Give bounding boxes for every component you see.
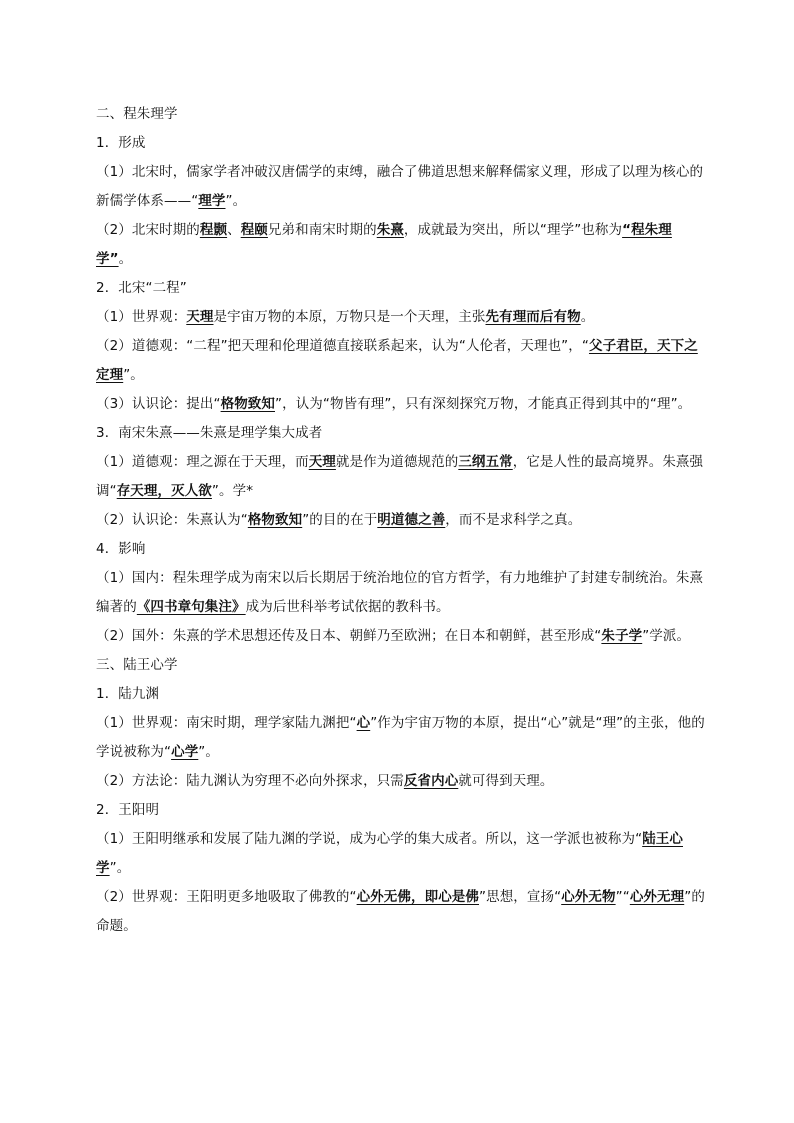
key-term: 程颢 <box>199 222 228 238</box>
key-term: 格物致知 <box>247 512 303 528</box>
paragraph-formation-1: （1）北宋时，儒家学者冲破汉唐儒学的束缚，融合了佛道思想来解释儒家义理，形成了以理为核心的新儒学体系——“理学”。 <box>96 164 704 209</box>
paragraph-formation-2: （2）北宋时期的程颢、程颐兄弟和南宋时期的朱熹，成就最为突出，所以“理学”也称为“程朱理学”。 <box>96 222 672 267</box>
key-term: 明道德之善 <box>377 512 446 528</box>
subheading-zhuxi: 3．南宋朱熹——朱熹是理学集大成者 <box>96 425 323 441</box>
key-term: 心 <box>356 715 371 731</box>
paragraph-zhuxi-epistemology: （2）认识论：朱熹认为“格物致知”的目的在于明道德之善，而不是求科学之真。 <box>96 512 582 528</box>
paragraph-influence-domestic: （1）国内：程朱理学成为南宋以后长期居于统治地位的官方哲学，有力地维护了封建专制统治。朱熹编著的《四书章句集注》成为后世科举考试依据的教科书。 <box>96 570 704 615</box>
subheading-wangyangming: 2．王阳明 <box>96 802 160 818</box>
key-term: “程朱理学” <box>96 222 672 267</box>
key-term: 父子君臣，天下之定理 <box>96 338 698 383</box>
key-term: 反省内心 <box>403 773 459 789</box>
key-term: 程颐 <box>240 222 268 238</box>
subheading-influence: 4．影响 <box>96 541 146 557</box>
paragraph-zhuxi-ethics: （1）道德观：理之源在于天理，而天理就是作为道德规范的三纲五常，它是人性的最高境界。朱熹强调“存天理，灭人欲”。学* <box>96 454 704 499</box>
paragraph-ercheng-epistemology: （3）认识论：提出“格物致知”，认为“物皆有理”，只有深刻探究万物，才能真正得到其中的“理”。 <box>96 396 692 412</box>
key-term: 三纲五常 <box>458 454 513 470</box>
key-term: 心学 <box>171 744 199 760</box>
key-term: 格物致知 <box>220 396 275 412</box>
key-term: 存天理，灭人欲 <box>116 483 212 499</box>
paragraph-lujiuyuan-worldview: （1）世界观：南宋时期，理学家陆九渊把“心”作为宇宙万物的本原，提出“心”就是“理”的主张，他的学说被称为“心学”。 <box>96 715 705 760</box>
paragraph-wangyangming-school: （1）王阳明继承和发展了陆九渊的学说，成为心学的集大成者。所以，这一学派也被称为“陆王心学”。 <box>96 831 683 876</box>
section-heading-luwang: 三、陆王心学 <box>96 657 178 673</box>
key-term: 天理 <box>186 309 214 325</box>
paragraph-influence-abroad: （2）国外：朱熹的学术思想还传及日本、朝鲜乃至欧洲；在日本和朝鲜，甚至形成“朱子学”学派。 <box>96 628 691 644</box>
key-term: 理学 <box>198 193 226 209</box>
subheading-lujiuyuan: 1．陆九渊 <box>96 686 160 702</box>
key-term: 《四书章句集注》 <box>136 599 246 615</box>
key-term: 心外无物 <box>561 889 616 905</box>
key-term: 朱熹 <box>376 222 404 238</box>
subheading-formation: 1．形成 <box>96 135 146 151</box>
key-term: 朱子学 <box>601 628 643 644</box>
subheading-ercheng: 2．北宋“二程” <box>96 280 187 296</box>
key-term: 天理 <box>308 454 336 470</box>
key-term: 先有理而后有物 <box>485 309 581 325</box>
paragraph-ercheng-ethics: （2）道德观：“二程”把天理和伦理道德直接联系起来，认为“人伦者，天理也”，“父子君臣，天下之定理”。 <box>96 338 698 383</box>
document-body <box>96 100 708 941</box>
key-term: 陆王心学 <box>96 831 683 876</box>
paragraph-wangyangming-worldview: （2）世界观：王阳明更多地吸取了佛教的“心外无佛，即心是佛”思想，宣扬“心外无物”“心外无理”的命题。 <box>96 889 705 934</box>
paragraph-ercheng-worldview: （1）世界观：天理是宇宙万物的本原，万物只是一个天理，主张先有理而后有物。 <box>96 309 595 325</box>
paragraph-lujiuyuan-method: （2）方法论：陆九渊认为穷理不必向外探求，只需反省内心就可得到天理。 <box>96 773 554 789</box>
key-term: 心外无佛，即心是佛 <box>356 889 479 905</box>
section-heading-chengzhu: 二、程朱理学 <box>96 106 178 122</box>
key-term: 心外无理 <box>629 889 685 905</box>
